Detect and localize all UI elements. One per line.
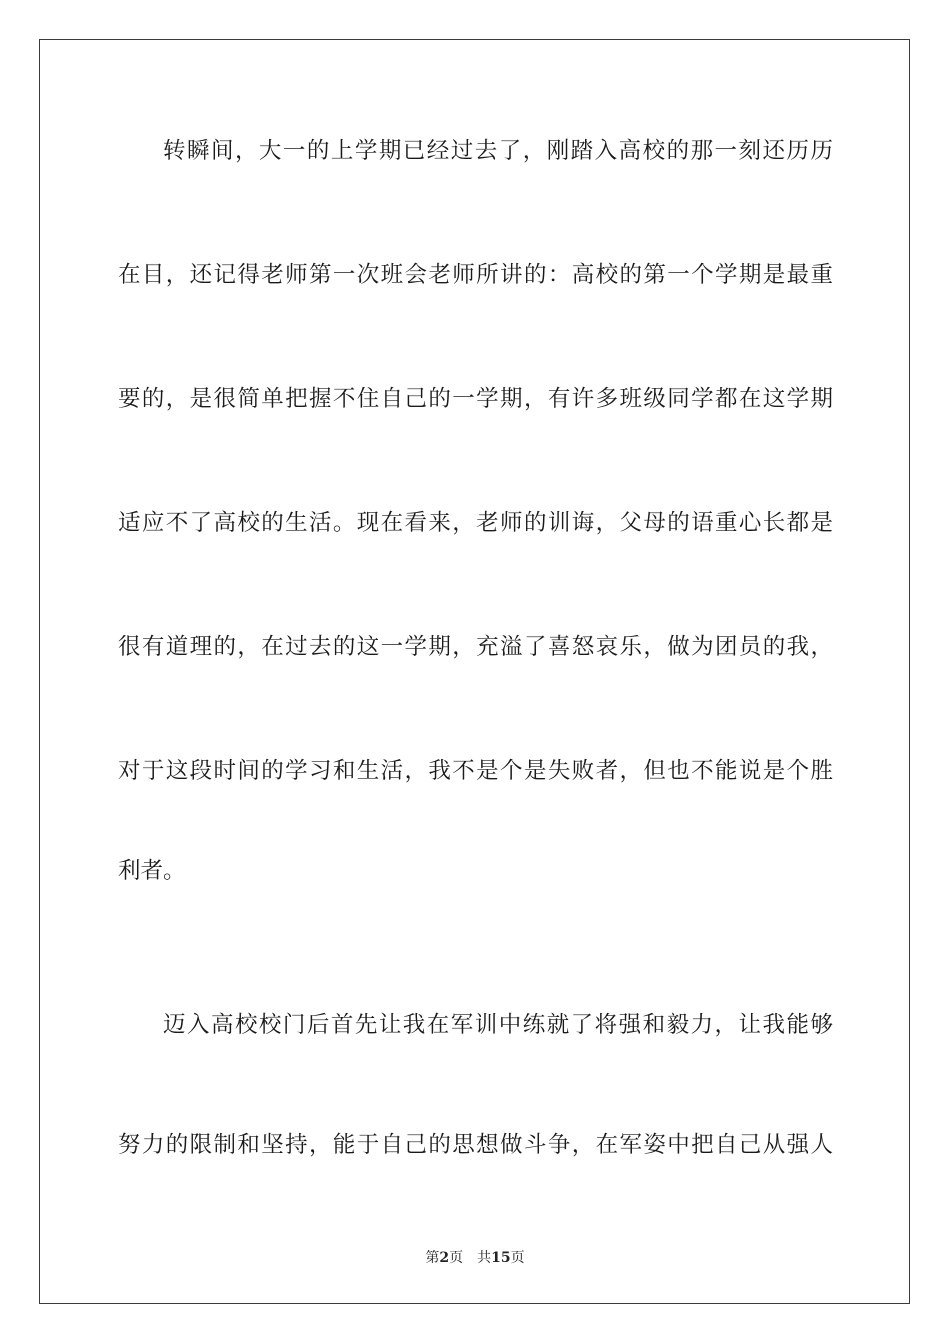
- total-prefix: 共: [477, 1250, 492, 1266]
- paragraph-1-line-2: 在目，还记得老师第一次班会老师所讲的：高校的第一个学期是最重: [118, 262, 833, 288]
- page-footer: [0, 1247, 950, 1267]
- page-prefix: 第: [425, 1250, 440, 1266]
- paragraph-1-line-1: 转瞬间，大一的上学期已经过去了，刚踏入高校的那一刻还历历: [163, 138, 833, 164]
- paragraph-1-line-5: 很有道理的，在过去的这一学期，充溢了喜怒哀乐，做为团员的我，: [118, 634, 833, 660]
- total-suffix: 页: [510, 1250, 525, 1266]
- paragraph-1-line-6: 对于这段时间的学习和生活，我不是个是失败者，但也不能说是个胜: [118, 758, 833, 784]
- page-number: 2: [439, 1250, 450, 1266]
- page-suffix: 页: [449, 1250, 464, 1266]
- paragraph-1-line-3: 要的，是很简单把握不住自己的一学期，有许多班级同学都在这学期: [118, 386, 833, 412]
- paragraph-1-line-7: 利者。: [118, 858, 186, 884]
- paragraph-2-line-1: 迈入高校校门后首先让我在军训中练就了将强和毅力，让我能够: [163, 1012, 833, 1038]
- paragraph-2-line-2: 努力的限制和坚持，能于自己的思想做斗争，在军姿中把自己从强人: [118, 1132, 833, 1158]
- page-border: [39, 39, 910, 1304]
- paragraph-1-line-4: 适应不了高校的生活。现在看来，老师的训诲，父母的语重心长都是: [118, 510, 833, 536]
- total-pages: 15: [491, 1250, 511, 1266]
